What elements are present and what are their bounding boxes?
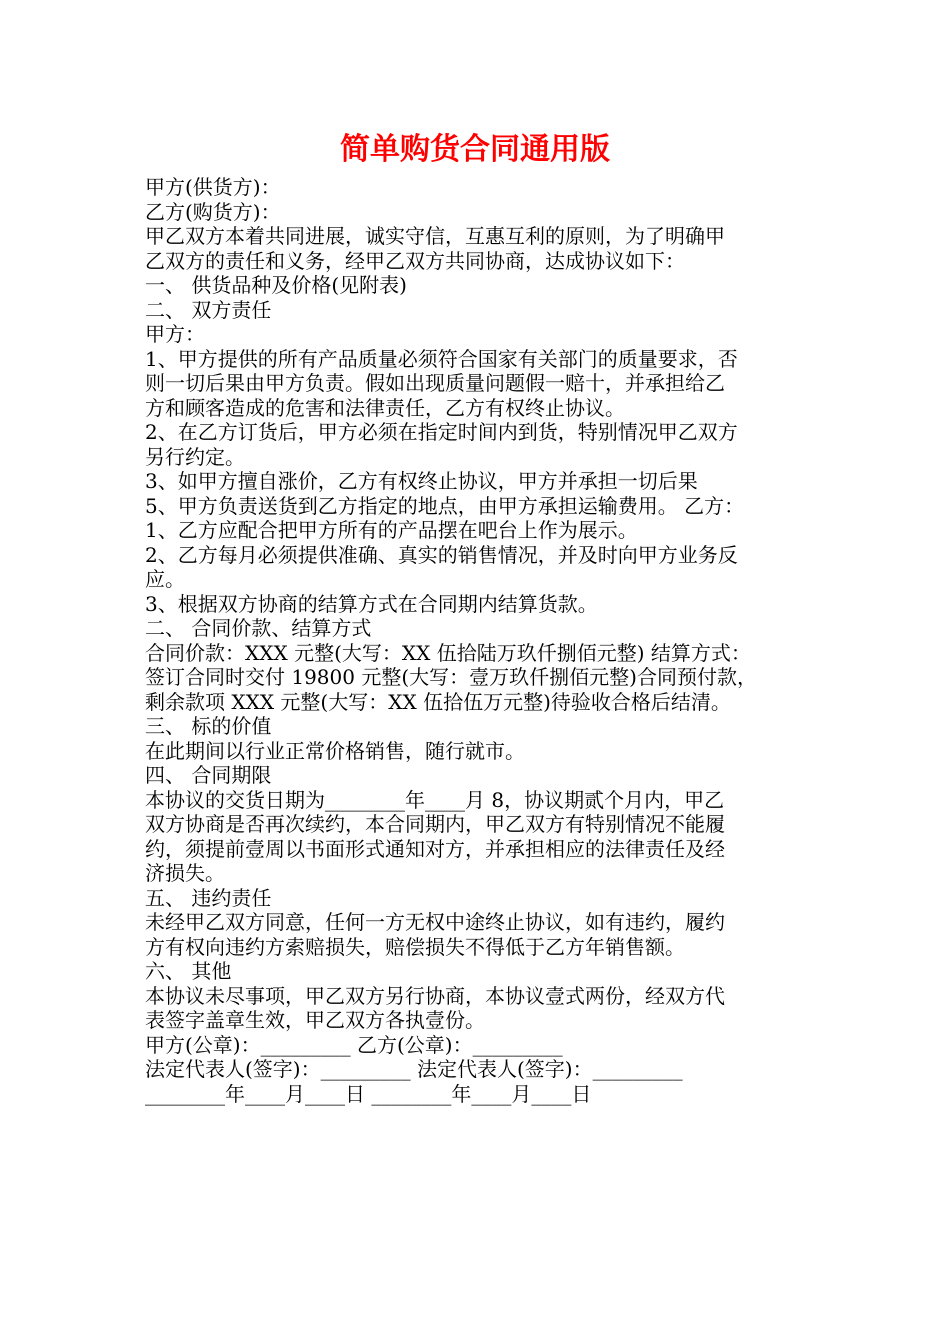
document-line: 约，须提前壹周以书面形式通知对方，并承担相应的法律责任及经 (145, 836, 725, 861)
document-line: 五、 违约责任 (145, 885, 272, 910)
document-line: 5、甲方负责送货到乙方指定的地点，由甲方承担运输费用。 乙方： (145, 493, 745, 518)
document-line: 二、 双方责任 (145, 297, 272, 322)
document-line: 2、在乙方订货后，甲方必须在指定时间内到货，特别情况甲乙双方 (145, 420, 738, 444)
document-line: 甲方(供货方)： (145, 175, 281, 199)
document-line: 3、如甲方擅自涨价，乙方有权终止协议，甲方并承担一切后果 (145, 469, 698, 493)
document-line: 乙方(购货方)： (145, 199, 281, 224)
document-line: 3、根据双方协商的结算方式在合同期内结算货款。 (145, 591, 598, 616)
document-line: 甲乙双方本着共同进展，诚实守信，互惠互利的原则，为了明确甲 (145, 224, 725, 248)
document-line: 应。 (145, 567, 185, 591)
document-line: 表签字盖章生效，甲乙双方各执壹份。 (145, 1008, 485, 1032)
document-line: 方有权向违约方索赔损失，赔偿损失不得低于乙方年销售额。 (145, 934, 685, 959)
document-line: 未经甲乙双方同意，任何一方无权中途终止协议，如有违约，履约 (145, 910, 725, 934)
document-line: 济损失。 (145, 861, 225, 885)
document-line: 剩余款项 XXX 元整(大写：XX 伍拾伍万元整)待验收合格后结清。 (145, 689, 731, 714)
document-title: 简单购货合同通用版 (340, 132, 610, 167)
document-line: 在此期间以行业正常价格销售，随行就市。 (145, 738, 525, 763)
document-line: 三、 标的价值 (145, 714, 272, 738)
document-line: 1、乙方应配合把甲方所有的产品摆在吧台上作为展示。 (145, 518, 638, 542)
document-line: 方和顾客造成的危害和法律责任，乙方有权终止协议。 (145, 395, 625, 420)
document-line: 六、 其他 (145, 959, 232, 983)
document-line: 二、 合同价款、结算方式 (145, 616, 372, 640)
document-line: 1、甲方提供的所有产品质量必须符合国家有关部门的质量要求，否 (145, 346, 738, 371)
document-line: 签订合同时交付 19800 元整(大写：壹万玖仟捌佰元整)合同预付款， (145, 665, 757, 689)
document-line: 四、 合同期限 (145, 763, 272, 787)
document-body (145, 175, 810, 1106)
document-line: 法定代表人(签字)：_________ 法定代表人(签字)：_________ (145, 1057, 683, 1081)
document-line: 则一切后果由甲方负责。假如出现质量问题假一赔十，并承担给乙 (145, 371, 725, 395)
document-line: 本协议的交货日期为________年____月 8，协议期贰个月内，甲乙 (145, 787, 725, 812)
document-line: 一、 供货品种及价格(见附表) (145, 273, 407, 297)
document-line: 另行约定。 (145, 444, 245, 469)
document-line: 合同价款：XXX 元整(大写：XX 伍拾陆万玖仟捌佰元整) 结算方式： (145, 640, 751, 665)
document-line: 甲方(公章)：_________ 乙方(公章)：_________ (145, 1032, 563, 1057)
document-line: 双方协商是否再次续约，本合同期内，甲乙双方有特别情况不能履 (145, 812, 725, 836)
document-line: 本协议未尽事项，甲乙双方另行协商，本协议壹式两份，经双方代 (145, 983, 725, 1008)
document-line: ________年____月____日 ________年____月____日 (145, 1081, 592, 1106)
document-line: 乙双方的责任和义务，经甲乙双方共同协商，达成协议如下： (145, 248, 685, 273)
document-line: 2、乙方每月必须提供准确、真实的销售情况，并及时向甲方业务反 (145, 542, 738, 567)
document-line: 甲方： (145, 322, 205, 346)
